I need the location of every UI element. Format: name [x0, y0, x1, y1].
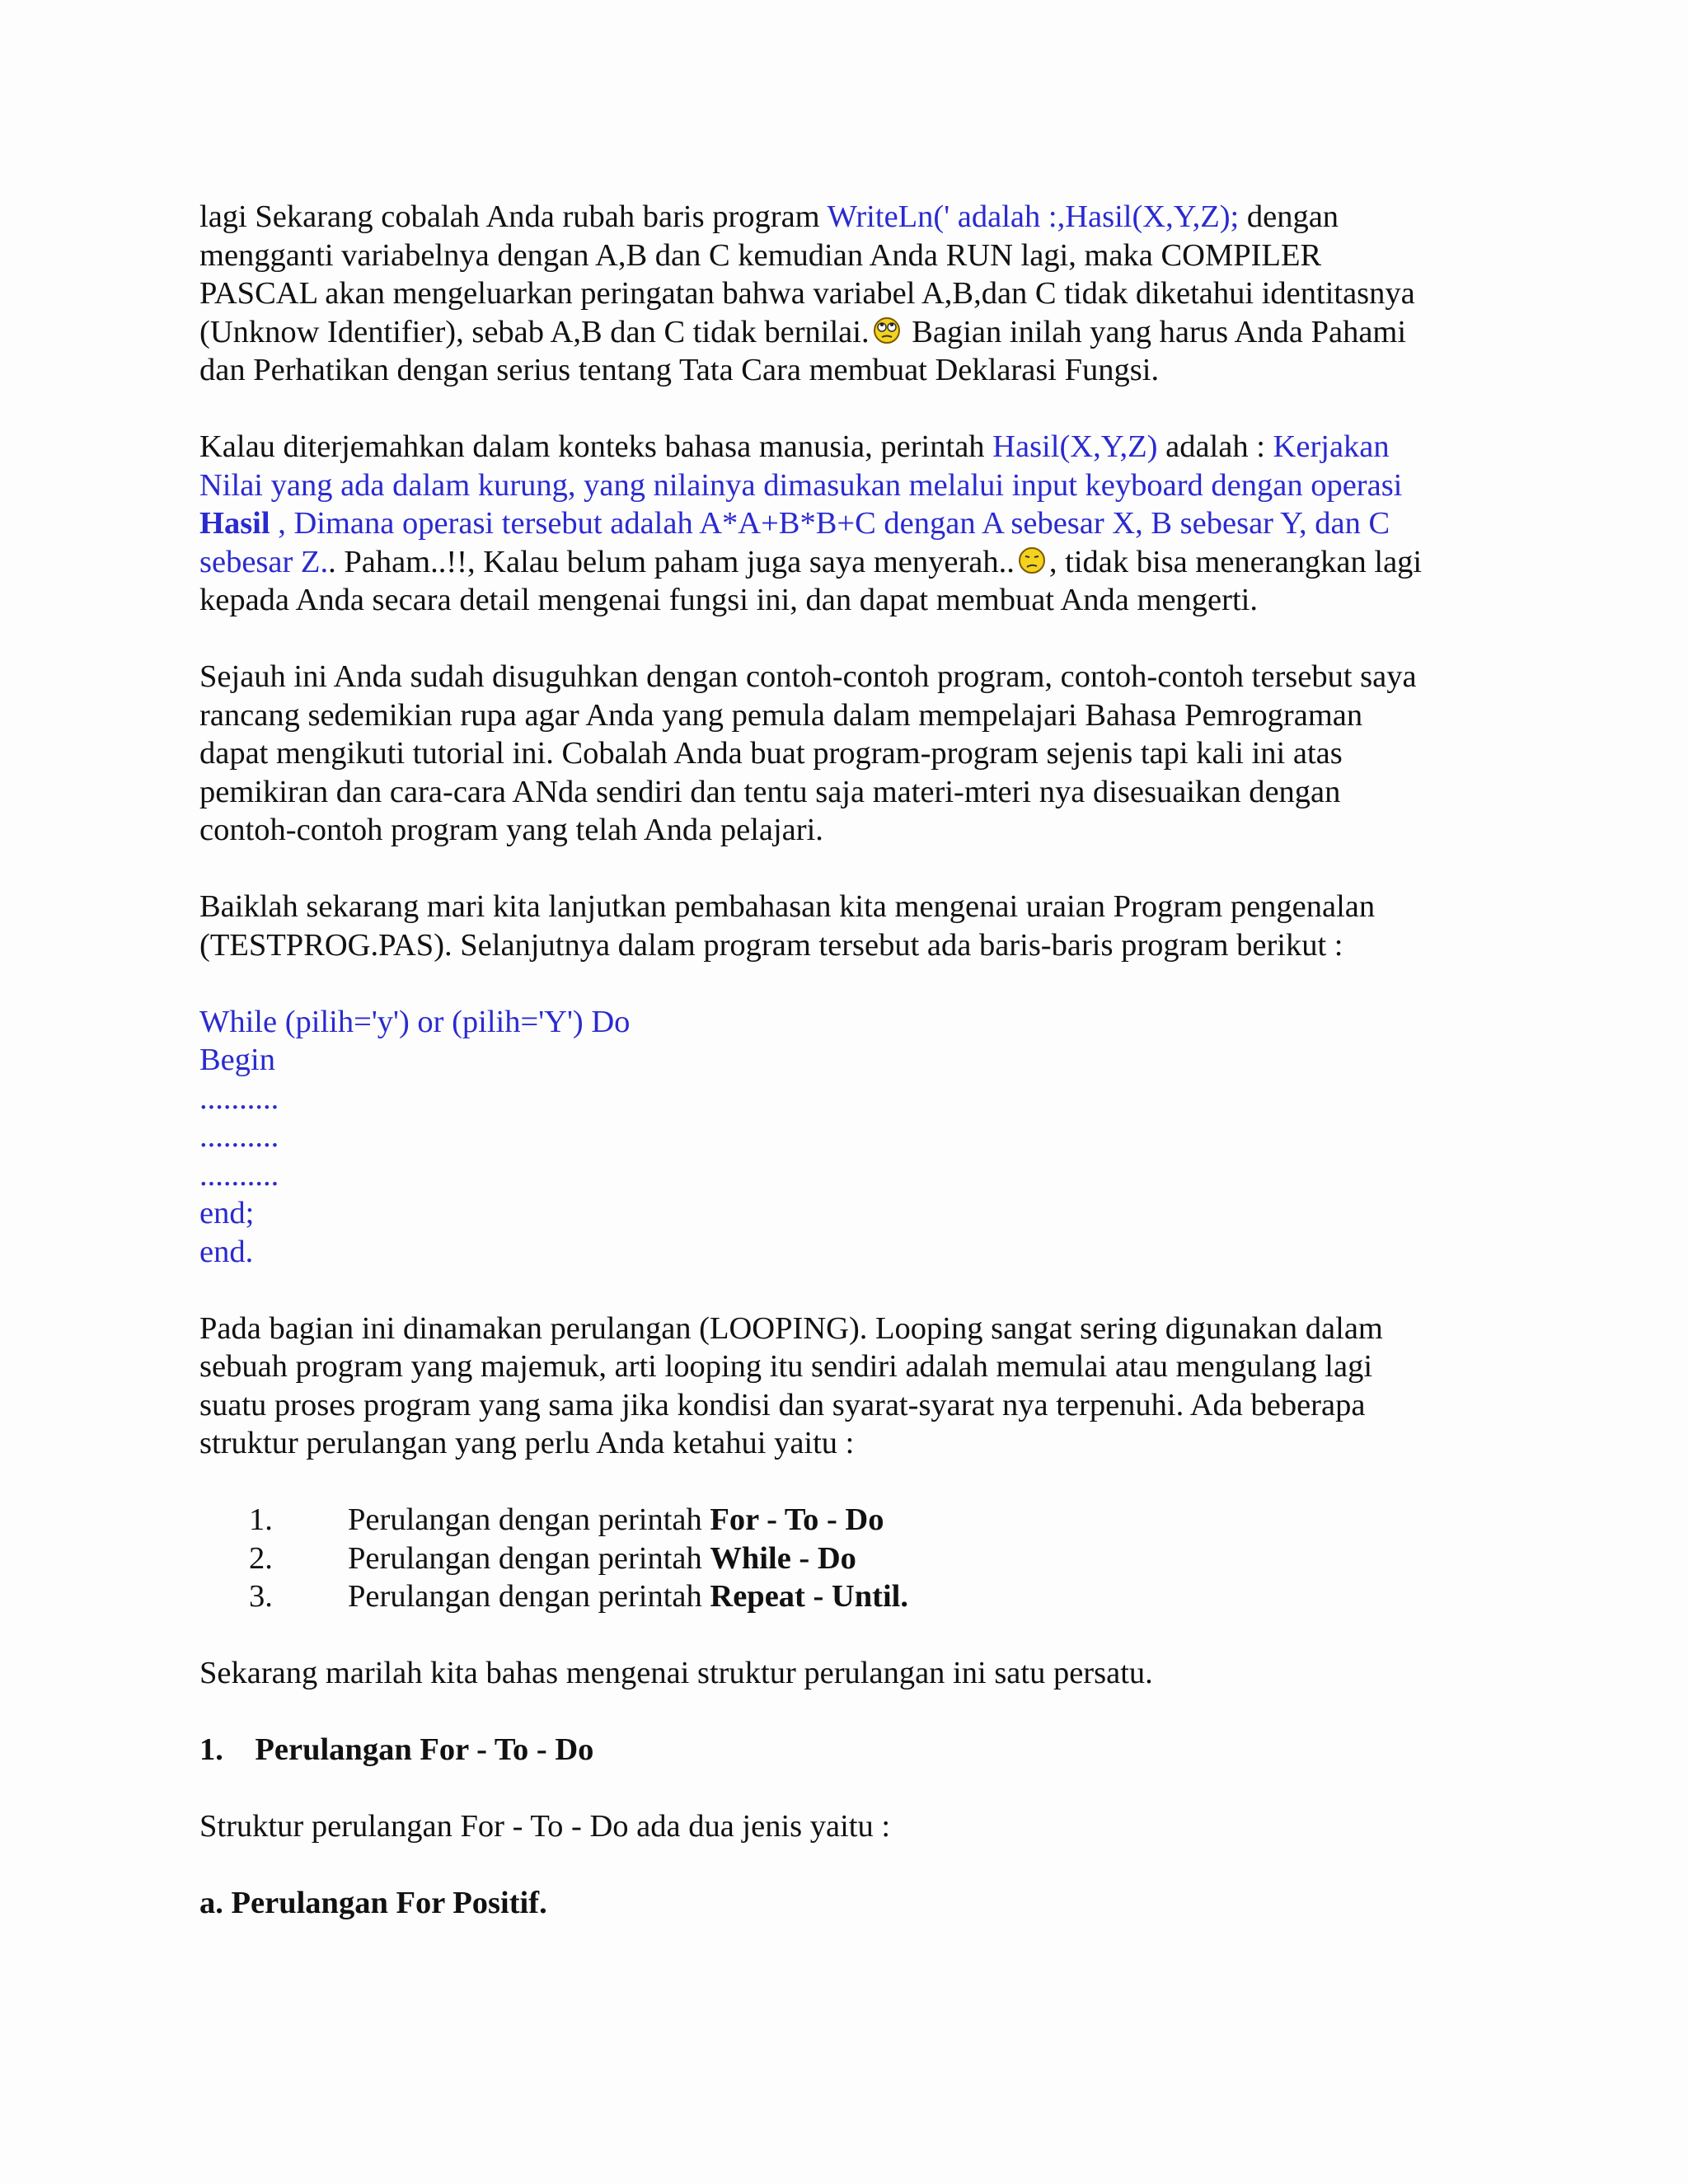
- text-line: dapat mengikuti tutorial ini. Cobalah Anda buat program-program sejenis tapi kali ini atas: [199, 736, 1343, 771]
- blue-text: sebesar Z.: [199, 544, 329, 579]
- paragraph-7: [199, 1807, 1485, 1846]
- text-line: Struktur perulangan For - To - Do ada dua jenis yaitu :: [199, 1809, 891, 1844]
- list-text: Perulangan dengan perintah: [348, 1579, 710, 1614]
- text-line: Pada bagian ini dinamakan perulangan (LOOPING). Looping sangat sering digunakan dalam: [199, 1310, 1383, 1346]
- paragraph-6: [199, 1654, 1485, 1693]
- paragraph-4: [199, 888, 1485, 964]
- text-line: struktur perulangan yang perlu Anda ketahui yaitu :: [199, 1426, 855, 1460]
- text-line: PASCAL akan mengeluarkan peringatan bahwa variabel A,B,dan C tidak diketahui identitasnya: [199, 276, 1415, 311]
- text-line: rancang sedemikian rupa agar Anda yang pemula dalam mempelajari Bahasa Pemrograman: [199, 697, 1363, 733]
- list-keyword: While - Do: [710, 1540, 856, 1576]
- paragraph-5: [199, 1310, 1485, 1463]
- code-line: end;: [199, 1196, 255, 1230]
- blue-text: Kerjakan: [1273, 429, 1390, 464]
- text-line: Baiklah sekarang mari kita lanjutkan pembahasan kita mengenai uraian Program pengenalan: [199, 889, 1376, 924]
- section-heading: 1. Perulangan For - To - Do: [199, 1732, 594, 1767]
- document-body: [199, 198, 1485, 1961]
- list-keyword: Repeat - Until.: [710, 1579, 908, 1614]
- code-line: ..........: [199, 1080, 279, 1116]
- list-item: [199, 1501, 1485, 1540]
- eyeroll-emoticon-icon: [873, 316, 901, 344]
- paragraph-1: [199, 198, 1485, 390]
- text-line: (TESTPROG.PAS). Selanjutnya dalam program tersebut ada baris-baris program berikut :: [199, 927, 1343, 963]
- text-line: pemikiran dan cara-cara ANda sendiri dan tentu saja materi-mteri nya disesuaikan dengan: [199, 774, 1341, 809]
- paragraph-2: [199, 428, 1485, 620]
- text: . Paham..!!, Kalau belum paham juga saya menyerah..: [328, 544, 1015, 579]
- code-inline: WriteLn(' adalah :,Hasil(X,Y,Z);: [827, 199, 1240, 234]
- text-line: suatu proses program yang sama jika kondisi dan syarat-syarat nya terpenuhi. Ada beberapa: [199, 1387, 1366, 1422]
- blue-text: , Dimana operasi tersebut adalah A*A+B*B+C dengan A sebesar X, B sebesar Y, dan C: [270, 506, 1390, 541]
- text: lagi Sekarang cobalah Anda rubah baris program: [199, 199, 828, 234]
- bold-keyword: Hasil: [199, 506, 270, 541]
- list-keyword: For - To - Do: [710, 1502, 884, 1537]
- text: Bagian inilah yang harus Anda Pahami: [903, 314, 1407, 349]
- list-text: Perulangan dengan perintah: [348, 1540, 710, 1576]
- code-inline: Hasil(X,Y,Z): [992, 429, 1158, 464]
- text: Kalau diterjemahkan dalam konteks bahasa manusia, perintah: [199, 429, 993, 464]
- text-line: kepada Anda secara detail mengenai fungsi ini, dan dapat membuat Anda mengerti.: [199, 583, 1258, 617]
- code-line: ..........: [199, 1157, 279, 1193]
- list-item: [199, 1540, 1485, 1578]
- text: , tidak bisa menerangkan lagi: [1048, 544, 1423, 579]
- text-line: dan Perhatikan dengan serius tentang Tata Cara membuat Deklarasi Fungsi.: [199, 353, 1160, 387]
- blue-text-line: Nilai yang ada dalam kurung, yang nilainya dimasukan melalui input keyboard dengan operasi: [199, 467, 1403, 503]
- text-line: mengganti variabelnya dengan A,B dan C kemudian Anda RUN lagi, maka COMPILER: [199, 237, 1322, 273]
- code-line: end.: [199, 1234, 254, 1269]
- sad-emoticon-icon: [1018, 546, 1046, 574]
- subsection-heading: a. Perulangan For Positif.: [199, 1886, 547, 1920]
- text: dengan: [1239, 199, 1339, 234]
- text-line: Sekarang marilah kita bahas mengenai struktur perulangan ini satu persatu.: [199, 1656, 1153, 1690]
- code-line: Begin: [199, 1043, 275, 1077]
- text-line: contoh-contoh program yang telah Anda pelajari.: [199, 813, 823, 847]
- list-item: [199, 1577, 1485, 1616]
- list-number: 1.: [249, 1502, 273, 1537]
- list-number: 2.: [249, 1540, 273, 1576]
- text: (Unknow Identifier), sebab A,B dan C tidak bernilai.: [199, 314, 870, 349]
- text: adalah :: [1157, 429, 1273, 464]
- paragraph-3: [199, 658, 1485, 850]
- text-line: Sejauh ini Anda sudah disuguhkan dengan contoh-contoh program, contoh-contoh tersebut saya: [199, 659, 1417, 694]
- code-line: While (pilih='y') or (pilih='Y') Do: [199, 1004, 631, 1039]
- loop-types-list: [199, 1501, 1485, 1616]
- text-line: sebuah program yang majemuk, arti looping itu sendiri adalah memulai atau mengulang lagi: [199, 1349, 1373, 1384]
- code-block: [199, 1003, 1485, 1272]
- list-number: 3.: [249, 1579, 273, 1614]
- code-line: ..........: [199, 1119, 279, 1154]
- list-text: Perulangan dengan perintah: [348, 1502, 710, 1537]
